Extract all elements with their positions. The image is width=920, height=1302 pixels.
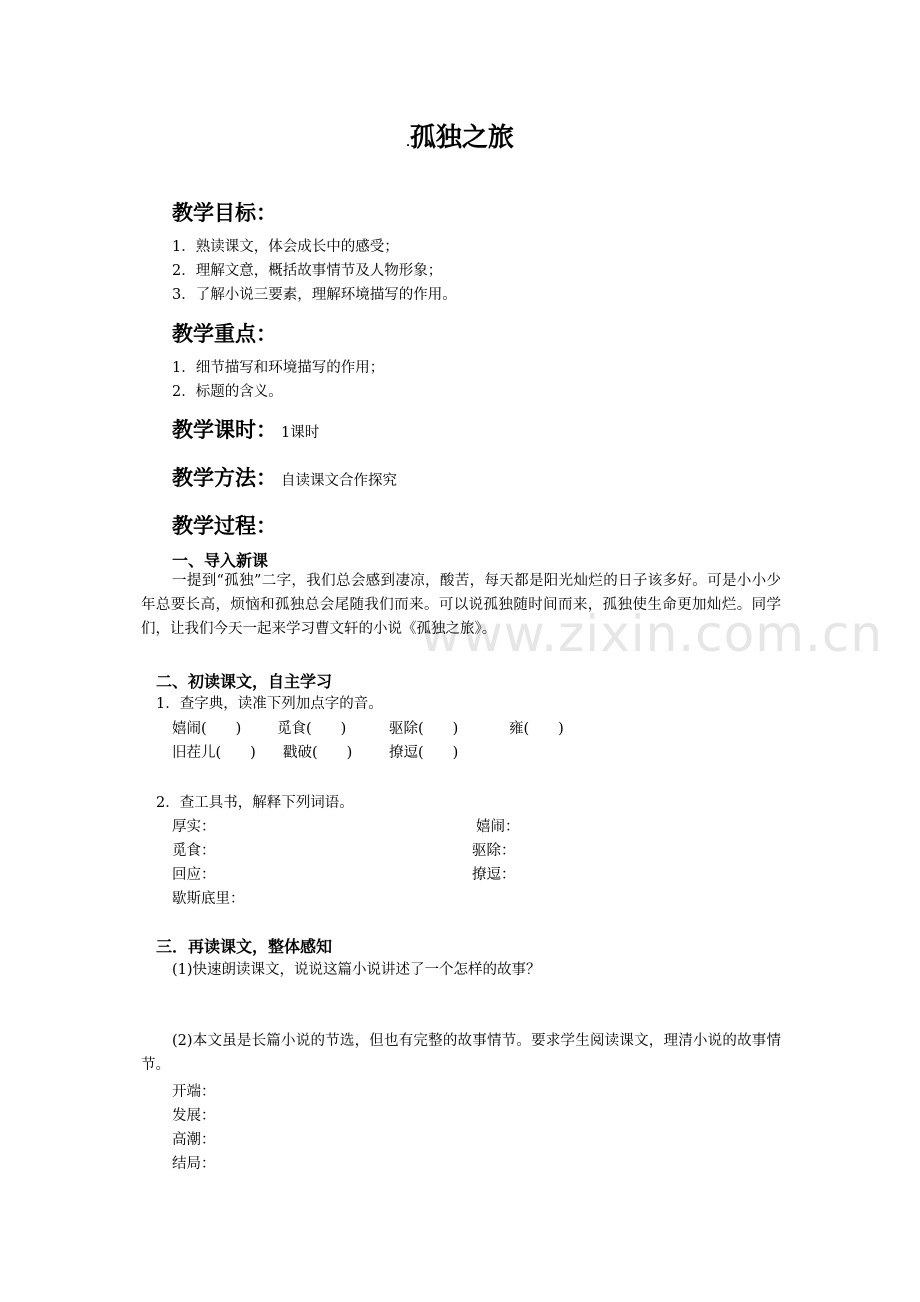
word-item: 嬉闹： xyxy=(476,819,520,835)
objective-item-1: 1．熟读课文，体会成长中的感受； xyxy=(172,239,399,255)
hours-heading: 教学课时： xyxy=(172,418,277,442)
method-heading: 教学方法： xyxy=(172,466,277,490)
pinyin-item: 驱除( ) xyxy=(389,721,459,737)
title-text: 孤独之旅 xyxy=(409,123,514,153)
pinyin-item: 嬉闹( ) xyxy=(172,721,242,737)
pinyin-item: 觅食( ) xyxy=(277,721,347,737)
word-item: 厚实： xyxy=(172,819,216,835)
section2-heading: 二、初读课文，自主学习 xyxy=(156,672,333,691)
pinyin-item: 旧茬儿( ) xyxy=(172,745,256,761)
keypoints-heading: 教学重点： xyxy=(172,322,277,346)
hours-value: 1课时 xyxy=(281,425,320,441)
word-item: 觅食： xyxy=(172,843,216,859)
word-item: 歇斯底里： xyxy=(172,891,245,907)
watermark: www.zixin.com.cn xyxy=(420,605,884,663)
hours-row xyxy=(172,414,319,444)
method-row xyxy=(172,462,397,492)
objectives-heading: 教学目标： xyxy=(172,201,277,225)
pinyin-item: 撩逗( ) xyxy=(389,745,459,761)
section2-question-2: 2．查工具书，解释下列词语。 xyxy=(156,795,354,811)
pinyin-item: 雍( ) xyxy=(509,721,564,737)
section2-question-1: 1．查字典，读准下列加点字的音。 xyxy=(156,696,383,712)
keypoint-item-2: 2．标题的含义。 xyxy=(172,384,283,400)
plot-item: 高潮： xyxy=(172,1132,216,1148)
process-heading: 教学过程： xyxy=(172,514,277,538)
keypoint-item-1: 1．细节描写和环境描写的作用； xyxy=(172,360,385,376)
plot-item: 开端： xyxy=(172,1084,216,1100)
pinyin-item: 戳破( ) xyxy=(283,745,353,761)
document-title xyxy=(0,117,920,154)
title-dot: . xyxy=(406,138,410,149)
section3-heading: 三．再读课文，整体感知 xyxy=(156,937,333,956)
plot-item: 发展： xyxy=(172,1108,216,1124)
objective-item-3: 3．了解小说三要素，理解环境描写的作用。 xyxy=(172,287,457,303)
word-item: 撩逗： xyxy=(472,867,516,883)
plot-item: 结局： xyxy=(172,1156,216,1172)
section3-question-2: (2)本文虽是长篇小说的节选，但也有完整的故事情节。要求学生阅读课文，理清小说的故事情节。 xyxy=(141,1033,781,1073)
section1-paragraph: 一提到“孤独”二字，我们总会感到凄凉，酸苦，每天都是阳光灿烂的日子该多好。可是小小少年总要长高，烦恼和孤独总会尾随我们而来。可以说孤独随时间而来，孤独使生命更加灿烂。同学们，让我们今天一起来学习曹文轩的小说《孤独之旅》。 xyxy=(141,573,781,637)
section1-heading: 一、导入新课 xyxy=(172,551,269,570)
objective-item-2: 2．理解文意，概括故事情节及人物形象； xyxy=(172,263,443,279)
word-item: 驱除： xyxy=(472,843,516,859)
method-value: 自读课文合作探究 xyxy=(281,473,397,489)
word-item: 回应： xyxy=(172,867,216,883)
section3-question-1: (1)快速朗读课文，说说这篇小说讲述了一个怎样的故事？ xyxy=(172,962,541,978)
